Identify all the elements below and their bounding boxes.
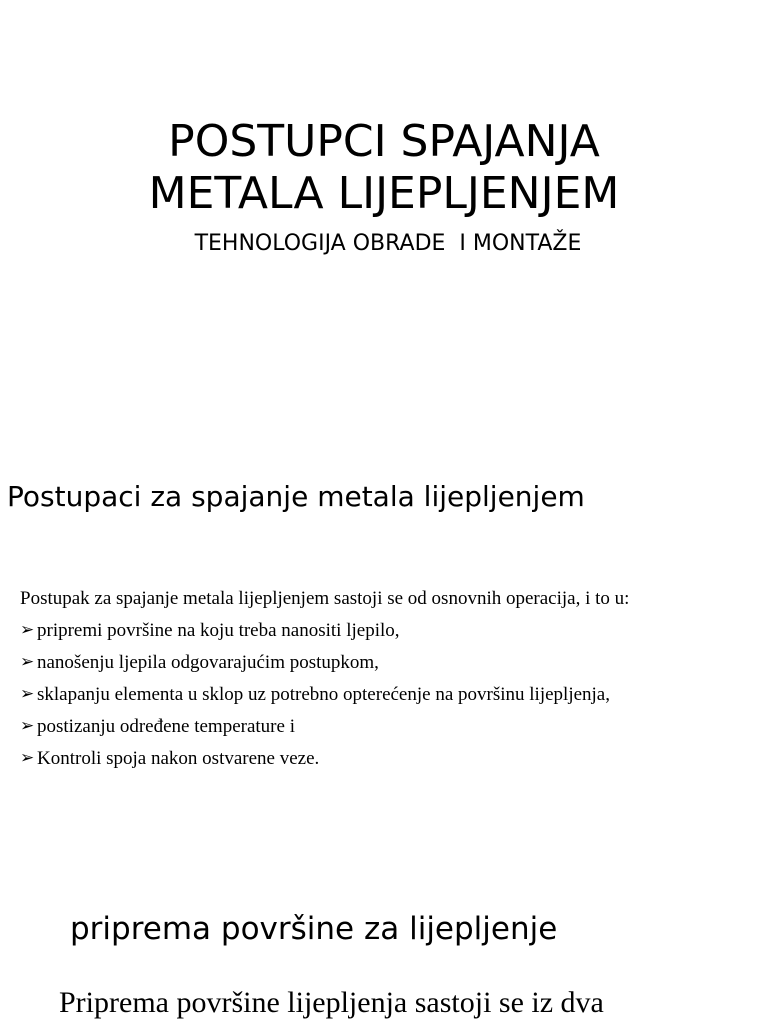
arrow-bullet-icon: ➢ — [20, 716, 35, 736]
list-item-text: sklapanju elementa u sklop uz potrebno opterećenje na površinu lijepljenja, — [37, 684, 610, 705]
list-item — [20, 747, 610, 779]
title-line-1: POSTUPCI SPAJANJA — [168, 116, 600, 167]
arrow-bullet-icon: ➢ — [20, 620, 35, 640]
arrow-bullet-icon: ➢ — [20, 652, 35, 672]
list-item-text: postizanju određene temperature i — [37, 716, 295, 737]
section-heading: priprema površine za lijepljenje — [70, 911, 558, 947]
list-item — [20, 715, 610, 747]
list-item — [20, 619, 610, 651]
list-item-text: Kontroli spoja nakon ostvarene veze. — [37, 748, 320, 769]
intro-paragraph: Postupak za spajanje metala lijepljenjem sastoji se od osnovnih operacija, i to u: — [20, 588, 630, 609]
title-line-2: METALA LIJEPLJENJEM — [148, 168, 620, 219]
list-item-text: nanošenju ljepila odgovarajućim postupkom, — [37, 652, 379, 673]
list-item — [20, 651, 610, 683]
list-item — [20, 683, 610, 715]
presentation-subtitle: TEHNOLOGIJA OBRADE I MONTAŽE — [194, 231, 582, 256]
list-item-text: pripremi površine na koju treba nanositi ljepilo, — [37, 620, 400, 641]
section-heading: Postupaci za spajanje metala lijepljenjem — [7, 480, 585, 513]
presentation-title — [0, 116, 768, 220]
arrow-bullet-icon: ➢ — [20, 748, 35, 768]
operations-list — [20, 619, 610, 779]
body-paragraph: Priprema površine lijepljenja sastoji se iz dva — [59, 986, 604, 1019]
arrow-bullet-icon: ➢ — [20, 684, 35, 704]
